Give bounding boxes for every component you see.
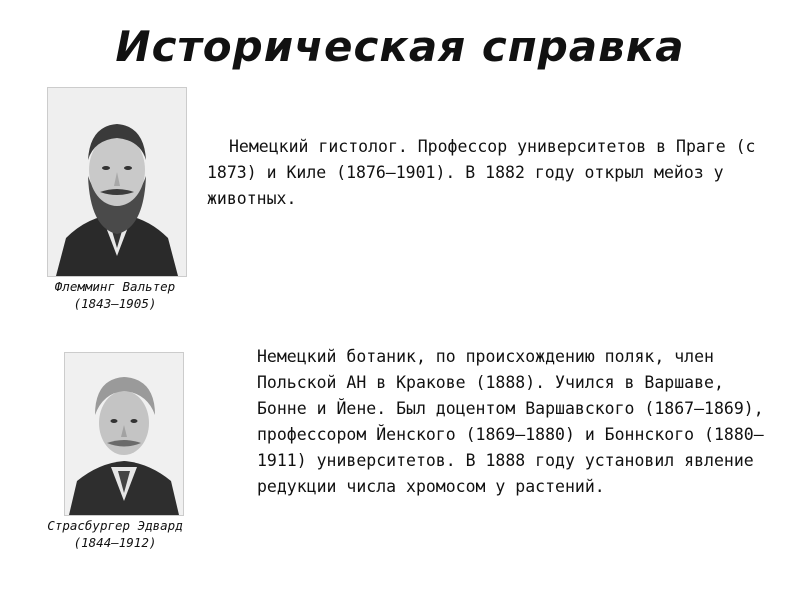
- portrait-flemming: [47, 87, 187, 277]
- person-years: (1843–1905): [73, 296, 157, 311]
- portrait-photo-icon: [65, 353, 183, 515]
- bio-flemming: Немецкий гистолог. Профессор университетов в Праге (с 1873) и Киле (1876–1901). В 1882 году открыл мейоз у животных.: [207, 137, 756, 208]
- portrait-strasburger: [64, 352, 184, 516]
- caption-flemming: [30, 278, 200, 312]
- person-name: Страсбургер Эдвард: [47, 518, 183, 533]
- slide-title: Историческая справка: [115, 22, 685, 71]
- caption-strasburger: [30, 517, 200, 551]
- person-years: (1844–1912): [73, 535, 157, 550]
- bio-strasburger: Немецкий ботаник, по происхождению поляк, член Польской АН в Кракове (1888). Учился в Варшаве, Бонне и Йене. Был доцентом Варшавского (1867–1869), профессором Йенского (1869–1880) и Боннского (1880–1911) университетов. В 1888 году установил явление редукции числа хромосом у растений.: [257, 347, 764, 496]
- portrait-photo-icon: [48, 88, 186, 276]
- person-name: Флемминг Вальтер: [54, 279, 176, 294]
